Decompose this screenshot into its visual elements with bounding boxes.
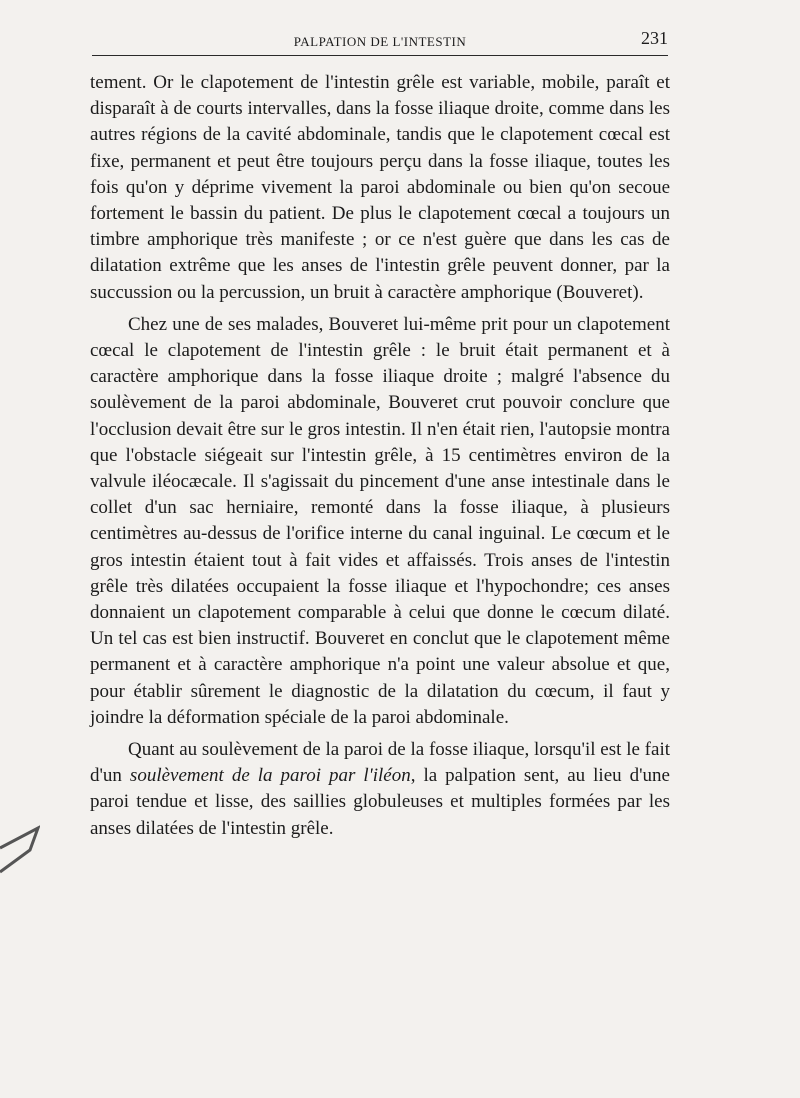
body-text [90, 70, 670, 848]
page-header [92, 26, 668, 52]
italic-phrase: soulèvement de la paroi par l'iléon [129, 765, 411, 787]
running-head: PALPATION DE L'INTESTIN [293, 34, 467, 49]
page-edge-mark [0, 820, 40, 880]
header-rule [92, 55, 668, 56]
paragraph-3 [90, 737, 670, 842]
paragraph-2: Chez une de ses malades, Bouveret lui-même prit pour un clapotement cœcal le clapotement de l'intestin grêle : le bruit était permanent et à caractère amphorique dans la fosse iliaque droite ; malgré l'absence du soulèvement de la paroi abdominale, Bouveret crut pouvoir conclure que l'occlusion devait être sur le gros intestin. Il n'en était rien, l'autopsie montra que l'obstacle siégeait sur l'intestin grêle, à 15 centimètres environ de la valvule iléocæcale. Il s'agissait du pincement d'une anse intestinale dans le collet d'un sac herniaire, remonté dans la fosse iliaque, à plusieurs centimètres au-dessus de l'orifice interne du canal inguinal. Le cœcum et le gros intestin étaient tout à fait vides et affaissés. Trois anses de l'intestin grêle très dilatées occupaient la fosse iliaque et l'hypochondre; ces anses donnaient un clapotement comparable à celui que donne le cœcum dilaté. Un tel cas est bien instructif. Bouveret en conclut que le clapotement même permanent et à caractère amphorique n'a point une valeur absolue et que, pour établir sûrement le diagnostic de la dilatation du cœcum, il faut y joindre la déformation spéciale de la paroi abdominale. [90, 313, 670, 728]
paragraph-3-start: Quant au soulèvement de la paroi de la fosse iliaque, lorsqu'il est le fait d'un [90, 739, 670, 787]
page-number: 231 [641, 28, 668, 48]
paragraph-1: tement. Or le clapotement de l'intestin grêle est variable, mobile, paraît et disparaît à de courts intervalles, dans la fosse iliaque droite, comme dans les autres régions de la cavité abdominale, tandis que le clapotement cœcal est fixe, permanent et peut être toujours perçu dans la fosse iliaque, toutes les fois qu'on y déprime vivement la paroi abdominale ou bien qu'on secoue fortement le bassin du patient. De plus le clapotement cœcal a toujours un timbre amphorique très manifeste ; or ce n'est guère que dans les cas de dilatation extrême que les anses de l'intestin grêle peuvent donner, par la succussion ou la percussion, un bruit à caractère amphorique (Bouveret). [90, 72, 670, 303]
paragraph-3-end: , la palpation sent, au lieu d'une paroi tendue et lisse, des saillies globuleuses et multiples formées par les anses dilatées de l'intestin grêle. [90, 765, 670, 839]
